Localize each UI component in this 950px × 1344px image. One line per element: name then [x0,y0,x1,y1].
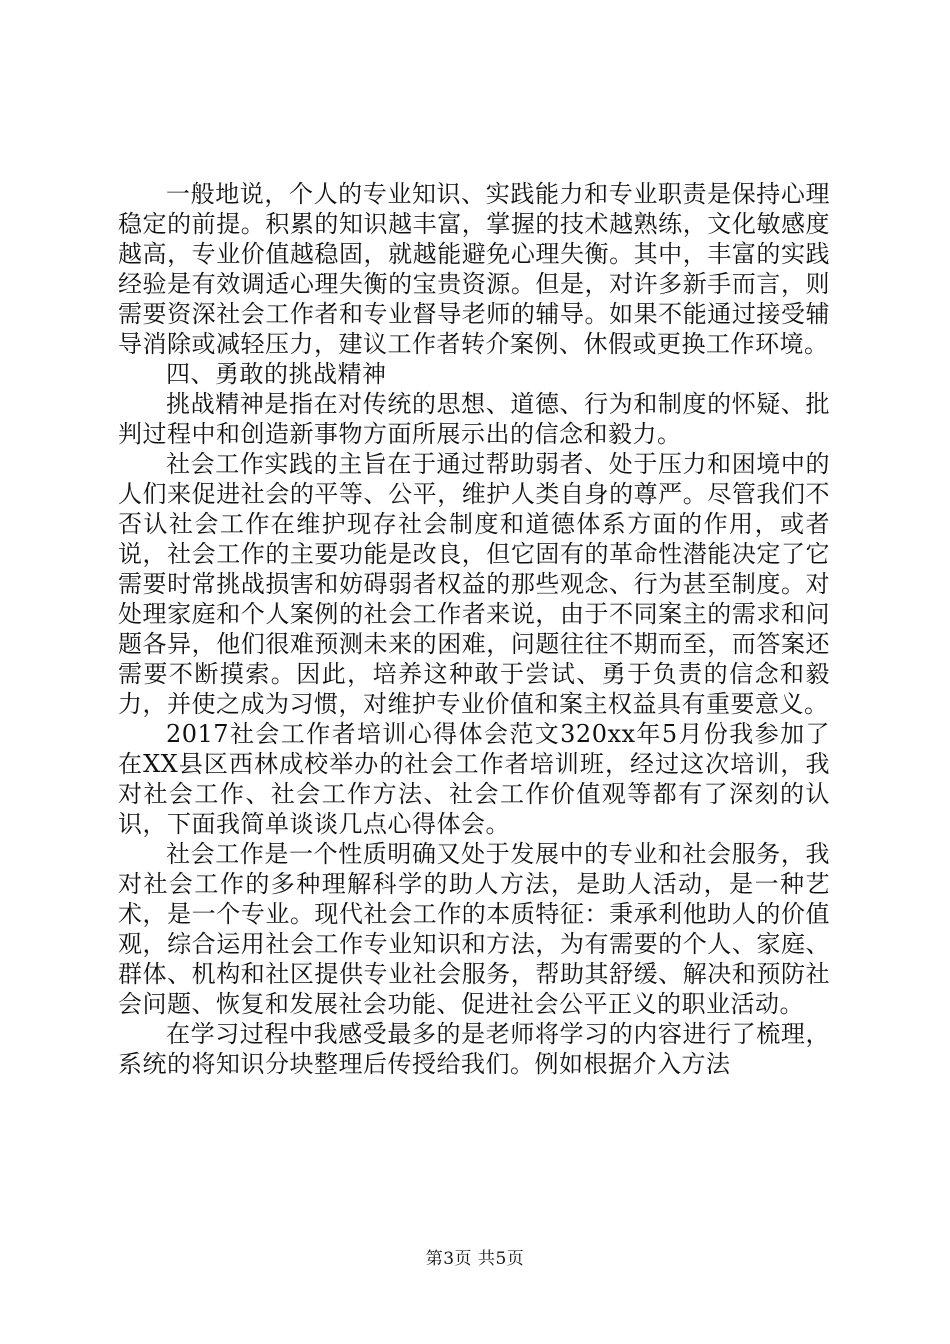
paragraph-challenge-definition: 挑战精神是指在对传统的思想、道德、行为和制度的怀疑、批判过程中和创造新事物方面所展示出的信念和毅力。 [118,390,830,448]
paragraph-learning-process: 在学习过程中我感受最多的是老师将学习的内容进行了梳理，系统的将知识分块整理后传授给我们。例如根据介入方法 [118,1020,830,1078]
paragraph-social-work-purpose: 社会工作实践的主旨在于通过帮助弱者、处于压力和困境中的人们来促进社会的平等、公平，维护人类自身的尊严。尽管我们不否认社会工作在维护现存社会制度和道德体系方面的作用，或者说，社会工作的主要功能是改良，但它固有的革命性潜能决定了它需要时常挑战损害和妨碍弱者权益的那些观念、行为甚至制度。对处理家庭和个人案例的社会工作者来说，由于不同案主的需求和问题各异，他们很难预测未来的困难，问题往往不期而至，而答案还需要不断摸索。因此，培养这种敢于尝试、勇于负责的信念和毅力，并使之成为习惯，对维护专业价值和案主权益具有重要意义。 [118,450,830,718]
paragraph-social-work-nature: 社会工作是一个性质明确又处于发展中的专业和社会服务，我对社会工作的多种理解科学的助人方法，是助人活动，是一种艺术，是一个专业。现代社会工作的本质特征：秉承利他助人的价值观，综合运用社会工作专业知识和方法，为有需要的个人、家庭、群体、机构和社区提供专业社会服务，帮助其舒缓、解决和预防社会问题、恢复和发展社会功能、促进社会公平正义的职业活动。 [118,840,830,1018]
paragraph-psychological-stability: 一般地说，个人的专业知识、实践能力和专业职责是保持心理稳定的前提。积累的知识越丰富，掌握的技术越熟练，文化敏感度越高，专业价值越稳固，就越能避免心理失衡。其中，丰富的实践经验是有效调适心理失衡的宝贵资源。但是，对许多新手而言，则需要资深社会工作者和专业督导老师的辅导。如果不能通过接受辅导消除或减轻压力，建议工作者转介案例、休假或更换工作环境。 [118,180,830,358]
document-body [118,179,830,1079]
section-heading-challenge-spirit: 四、勇敢的挑战精神 [166,360,387,388]
page-number-footer: 第3页 共5页 [425,1249,525,1269]
paragraph-training-intro: 2017社会工作者培训心得体会范文320xx年5月份我参加了在XX县区西林成校举办的社会工作者培训班，经过这次培训，我对社会工作、社会工作方法、社会工作价值观等都有了深刻的认识，下面我简单谈谈几点心得体会。 [118,720,830,838]
